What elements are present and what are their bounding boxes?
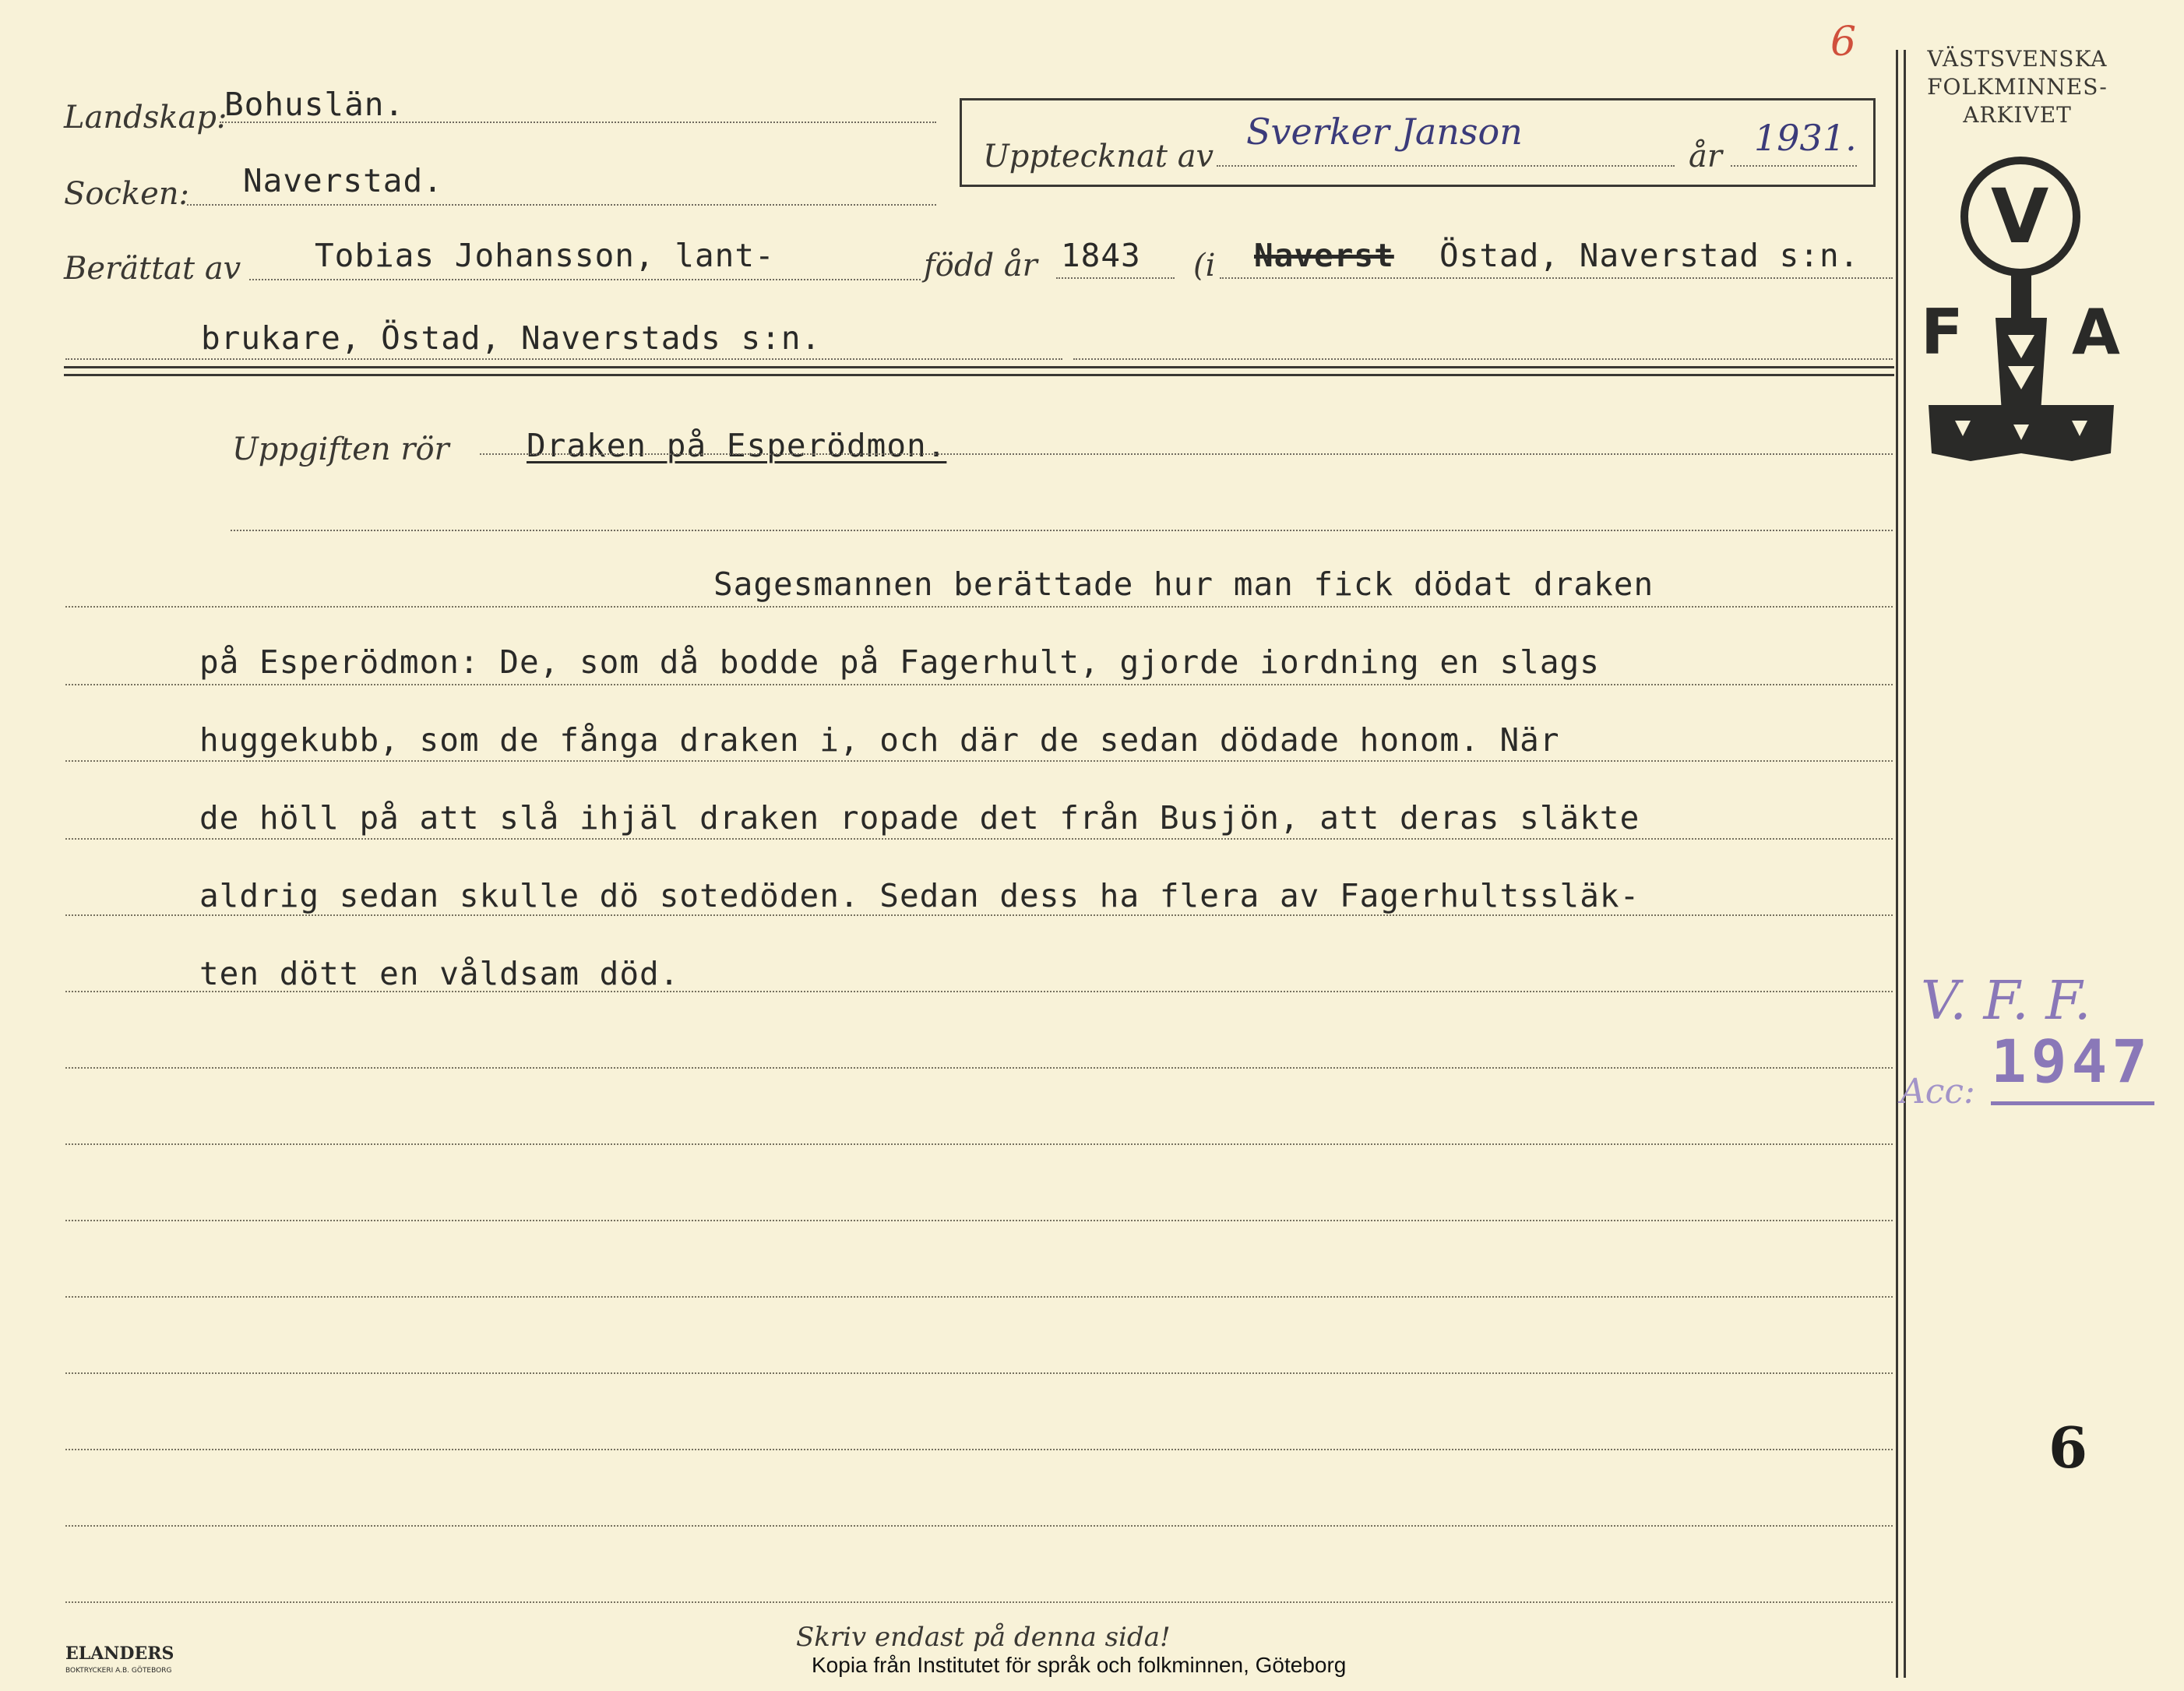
header-rule-top xyxy=(64,366,1894,368)
footer-instruction: Skriv endast på denna sida! xyxy=(796,1622,1171,1653)
uppt-value: Sverker Janson xyxy=(1246,111,1523,153)
logo-a: A xyxy=(2072,296,2120,368)
archive-name-line1: VÄSTSVENSKA xyxy=(1927,46,2108,72)
berattat-label: Berättat av xyxy=(64,251,241,287)
stamp-underline xyxy=(1991,1101,2154,1105)
printer-mark: ELANDERS xyxy=(65,1643,174,1664)
body-line-2: på Esperödmon: De, som då bodde på Fagerhult, gjorde iordning en slags xyxy=(199,643,1600,681)
writing-line xyxy=(65,760,1893,762)
writing-line xyxy=(65,1067,1893,1069)
uppgiften-value: Draken på Esperödmon. xyxy=(527,427,947,464)
uppt-label: Upptecknat av xyxy=(983,139,1214,174)
copy-note: Kopia från Institutet för språk och folkminnen, Göteborg xyxy=(812,1653,1347,1677)
writing-line xyxy=(65,914,1893,916)
writing-line xyxy=(65,684,1893,685)
body-line-4: de höll på att slå ihjäl draken ropade det från Busjön, att deras släkte xyxy=(199,799,1640,837)
writing-line xyxy=(65,1372,1893,1374)
stamp-acc-number: 1947 xyxy=(1991,1027,2153,1096)
ar-dotted-line xyxy=(1731,165,1857,167)
uppgiften-dotted-line xyxy=(480,453,1893,455)
archive-name xyxy=(1916,45,2119,129)
berattat-line2-dotted xyxy=(65,358,1062,360)
birthplace-dotted-line xyxy=(1220,277,1893,279)
margin-line-left xyxy=(1896,50,1898,1678)
landskap-dotted-line xyxy=(220,122,936,123)
archive-name-line2: FOLKMINNES- xyxy=(1927,74,2108,100)
archive-name-line3: ARKIVET xyxy=(1963,102,2072,128)
uppt-dotted-line xyxy=(1217,165,1675,167)
logo-v: V xyxy=(1991,173,2049,260)
birthplace-value: Östad, Naverstad s:n. xyxy=(1439,237,1860,274)
writing-line xyxy=(65,1220,1893,1221)
birthplace-struck: Naverst xyxy=(1254,237,1394,274)
writing-line xyxy=(65,1601,1893,1603)
berattat-value: Tobias Johansson, lant- xyxy=(315,237,775,274)
logo-f: F xyxy=(1921,296,1964,368)
ar-label: år xyxy=(1689,139,1722,174)
landskap-label: Landskap: xyxy=(64,100,227,136)
berattat-value-line2: brukare, Östad, Naverstads s:n. xyxy=(201,319,822,357)
writing-line xyxy=(65,606,1893,608)
writing-line xyxy=(65,1449,1893,1450)
socken-dotted-line xyxy=(187,204,936,206)
socken-value: Naverstad. xyxy=(243,162,443,199)
page-number: 6 xyxy=(2048,1414,2088,1481)
uppgiften-dotted-line-2 xyxy=(231,530,1893,531)
fodd-label: född år xyxy=(924,248,1037,284)
fodd-value: 1843 xyxy=(1061,237,1141,274)
writing-line xyxy=(65,1143,1893,1145)
writing-line xyxy=(65,1525,1893,1527)
printer-mark-small: BOKTRYCKERI A.B. GÖTEBORG xyxy=(65,1667,172,1675)
landskap-value: Bohuslän. xyxy=(224,86,405,123)
stamp-acc-label: Acc: xyxy=(1900,1072,1975,1111)
berattat-dotted-line xyxy=(249,279,921,280)
page-mark: 6 xyxy=(1830,19,1857,65)
socken-label: Socken: xyxy=(64,176,190,212)
stamp-vff: V. F. F. xyxy=(1921,971,2091,1032)
writing-line xyxy=(65,1296,1893,1298)
body-line-3: huggekubb, som de fånga draken i, och där de sedan dödade honom. När xyxy=(199,721,1560,759)
writing-line xyxy=(65,838,1893,840)
fodd-dotted-line xyxy=(1056,277,1175,279)
uppgiften-label: Uppgiften rör xyxy=(232,432,449,467)
i-label: (i xyxy=(1193,248,1216,284)
body-line-1: Sagesmannen berättade hur man fick dödat draken xyxy=(713,565,1654,603)
ar-value: 1931. xyxy=(1754,117,1857,159)
body-line-5: aldrig sedan skulle dö sotedöden. Sedan dess ha flera av Fagerhultssläk- xyxy=(199,877,1640,914)
margin-line-right xyxy=(1904,50,1906,1678)
berattat-line2-dotted-right xyxy=(1073,358,1893,360)
writing-line xyxy=(65,991,1893,992)
header-rule-bottom xyxy=(64,374,1894,376)
archive-logo xyxy=(1921,156,2120,467)
body-line-6: ten dött en våldsam död. xyxy=(199,955,680,992)
